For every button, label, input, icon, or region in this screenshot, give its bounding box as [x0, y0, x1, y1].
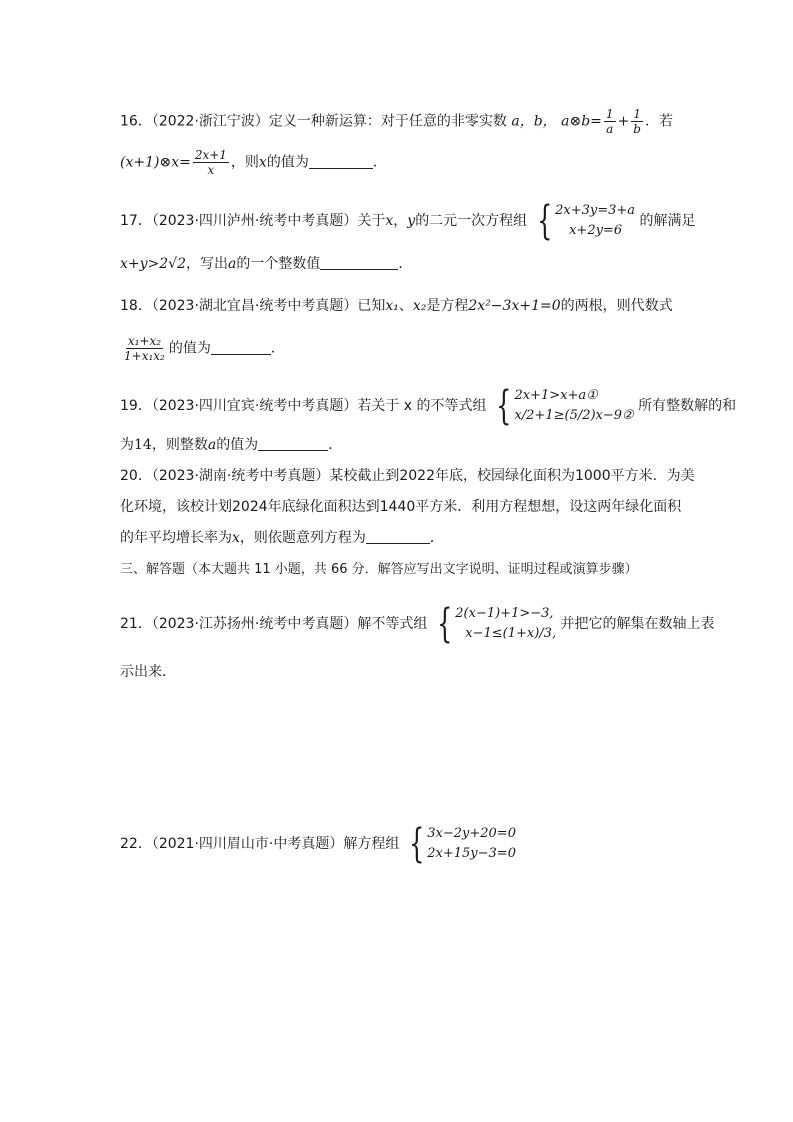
q17-number: 17．	[120, 213, 152, 229]
q19-line1: 19．（2023·四川宜宾·统考中考真题）若关于 x 的不等式组 { 2x+1>x+a① x/2+1≥(5/2)x−9② 所有整数解的和	[120, 383, 737, 429]
q20-answer-blank[interactable]	[366, 529, 430, 544]
q19-line2: 为14，则整数a的值为 ．	[120, 437, 343, 453]
q18-line2: $\frac{\text{x₁+x₂}}{\text{1+x₁x₂}}$ 的值为 ．	[124, 334, 285, 363]
q18-line1: 18．（2023·湖北宜昌·统考中考真题）已知x₁、x₂是方程2x²−3x+1=0的两根，则代数式	[120, 298, 673, 314]
q19-inequality-system: { 2x+1>x+a① x/2+1≥(5/2)x−9②	[496, 383, 634, 429]
q20-line3: 的年平均增长率为x，则依题意列方程为 ．	[120, 530, 444, 546]
section-3-heading: 三、解答题（本大题共 11 小题，共 66 分．解答应写出文字说明、证明过程或演算步骤）	[120, 562, 638, 577]
q17-line2: x+y>2√2，写出a的一个整数值 ．	[120, 256, 413, 272]
q17-equation-system: { 2x+3y=3+a x+2y=6	[536, 198, 636, 244]
q21-line2: 示出来．	[120, 664, 176, 680]
q17-line1: 17．（2023·四川泸州·统考中考真题）关于x，y的二元一次方程组 { 2x+3y=3+a x+2y=6 的解满足	[120, 198, 696, 244]
q16-number: 16．	[120, 113, 152, 130]
q16-line1: 16．（2022·浙江宁波）定义一种新运算：对于任意的非零实数 a，b， a⊗b= $\frac{1}{a}$ + $\frac{1}{b}$ ．若	[120, 107, 673, 136]
q17-answer-blank[interactable]	[320, 255, 398, 270]
q16-source: （2022·浙江宁波）	[151, 113, 269, 130]
q18-answer-blank[interactable]	[211, 340, 271, 355]
q16-line2: (x+1)⊗x= $\frac{2x+1}{x}$ ，则x的值为 ．	[120, 148, 387, 177]
q16-answer-blank[interactable]	[309, 154, 373, 169]
q21-inequality-system: { 2(x−1)+1>−3, x−1≤(1+x)/3,	[436, 601, 557, 647]
q19-answer-blank[interactable]	[258, 436, 328, 451]
q20-line2: 化环境，该校计划2024年底绿化面积达到1440平方米．利用方程想想，设这两年绿化面积	[120, 499, 682, 515]
q21-line1: 21．（2023·江苏扬州·统考中考真题）解不等式组 { 2(x−1)+1>−3, x−1≤(1+x)/3, 并把它的解集在数轴上表	[120, 601, 715, 647]
q22-equation-system: { 3x−2y+20=0 2x+15y−3=0	[408, 821, 516, 867]
q20-line1: 20．（2023·湖南·统考中考真题）某校截止到2022年底，校园绿化面积为1000平方米．为美	[120, 468, 695, 484]
q22-line1: 22．（2021·四川眉山市·中考真题）解方程组 { 3x−2y+20=0 2x+15y−3=0	[120, 821, 516, 867]
